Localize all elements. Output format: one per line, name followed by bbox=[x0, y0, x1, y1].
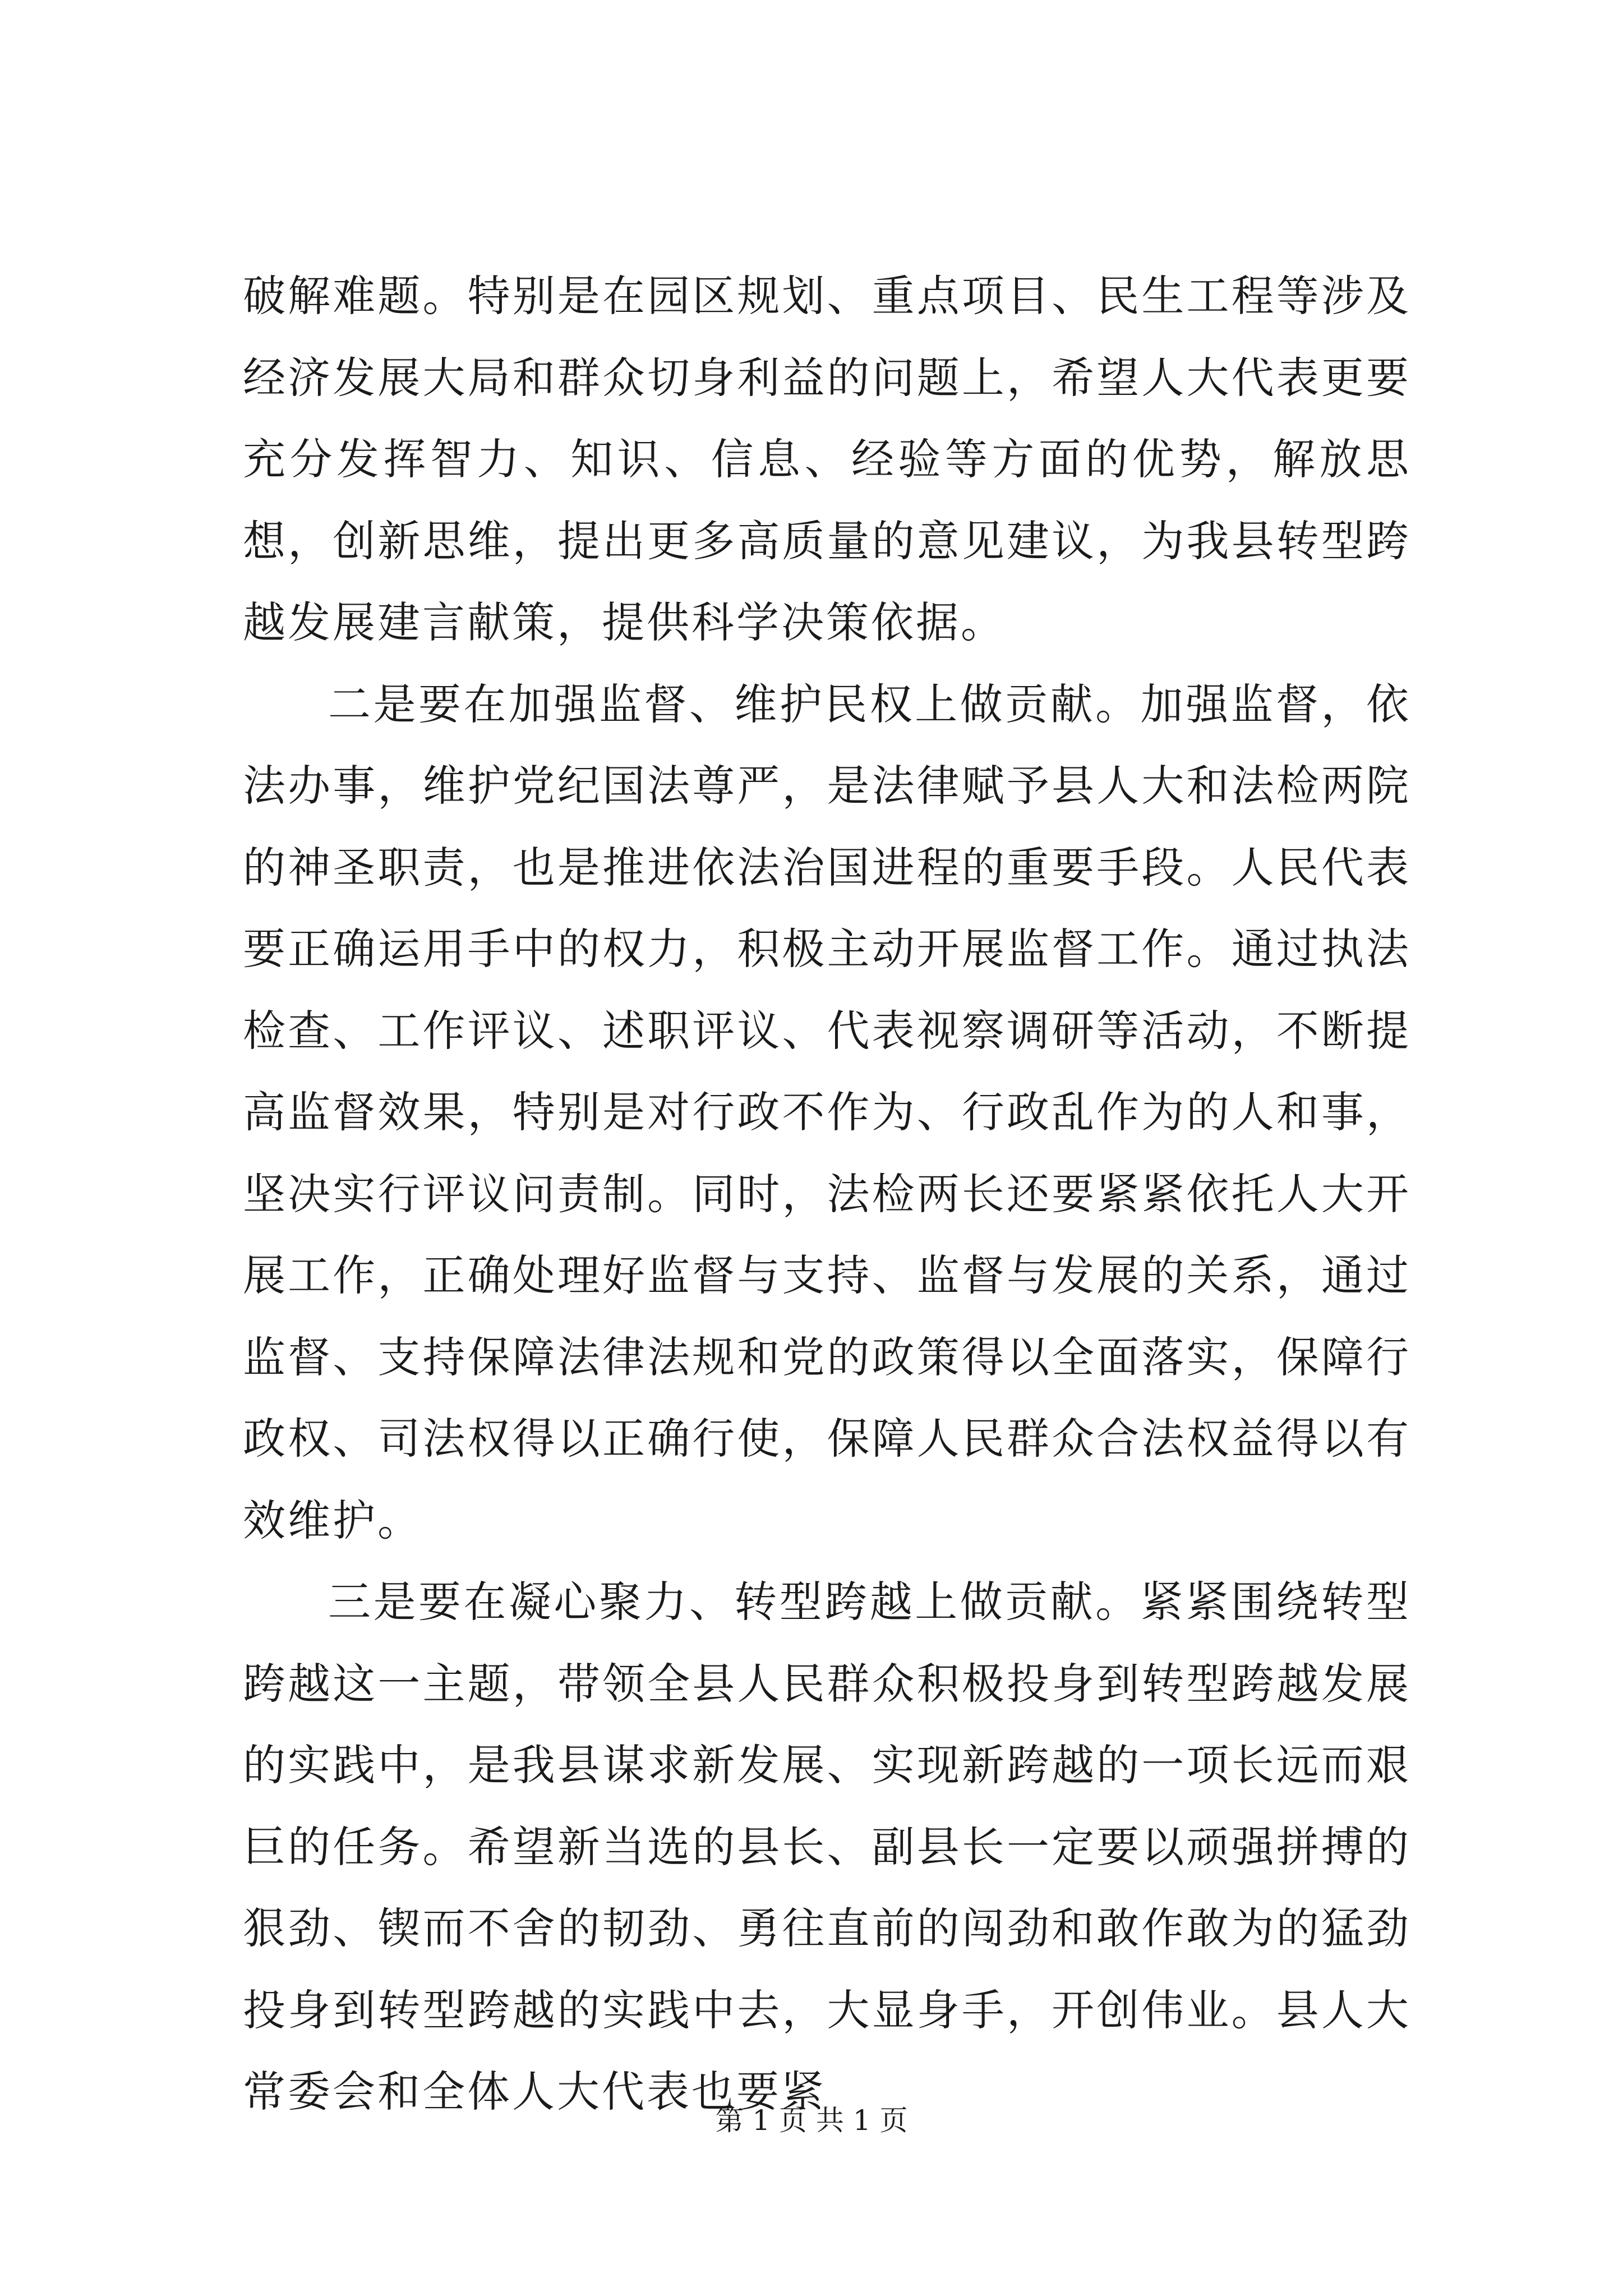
paragraph-transformation: 三是要在凝心聚力、转型跨越上做贡献。紧紧围绕转型跨越这一主题，带领全县人民群众积极投身到转型跨越发展的实践中，是我县谋求新发展、实现新跨越的一项长远而艰巨的任务。希望新当选的县长、副县长一定要以顽强拼搏的狠劲、锲而不舍的韧劲、勇往直前的闯劲和敢作敢为的猛劲投身到转型跨越的实践中去，大显身手，开创伟业。县人大常委会和全体人大代表也要紧 bbox=[243, 1577, 1411, 2116]
document-body bbox=[243, 255, 1411, 2133]
page-footer: 第 1 页 共 1 页 bbox=[715, 2104, 908, 2137]
paragraph-continuation: 破解难题。特别是在园区规划、重点项目、民生工程等涉及经济发展大局和群众切身利益的问题上，希望人大代表更要充分发挥智力、知识、信息、经验等方面的优势，解放思想，创新思维，提出更多高质量的意见建议，为我县转型跨越发展建言献策，提供科学决策依据。 bbox=[243, 271, 1411, 647]
paragraph-supervision: 二是要在加强监督、维护民权上做贡献。加强监督，依法办事，维护党纪国法尊严，是法律赋予县人大和法检两院的神圣职责，也是推进依法治国进程的重要手段。人民代表要正确运用手中的权力，积极主动开展监督工作。通过执法检查、工作评议、述职评议、代表视察调研等活动，不断提高监督效果，特别是对行政不作为、行政乱作为的人和事，坚决实行评议问责制。同时，法检两长还要紧紧依托人大开展工作，正确处理好监督与支持、监督与发展的关系，通过监督、支持保障法律法规和党的政策得以全面落实，保障行政权、司法权得以正确行使，保障人民群众合法权益得以有效维护。 bbox=[243, 679, 1411, 1545]
